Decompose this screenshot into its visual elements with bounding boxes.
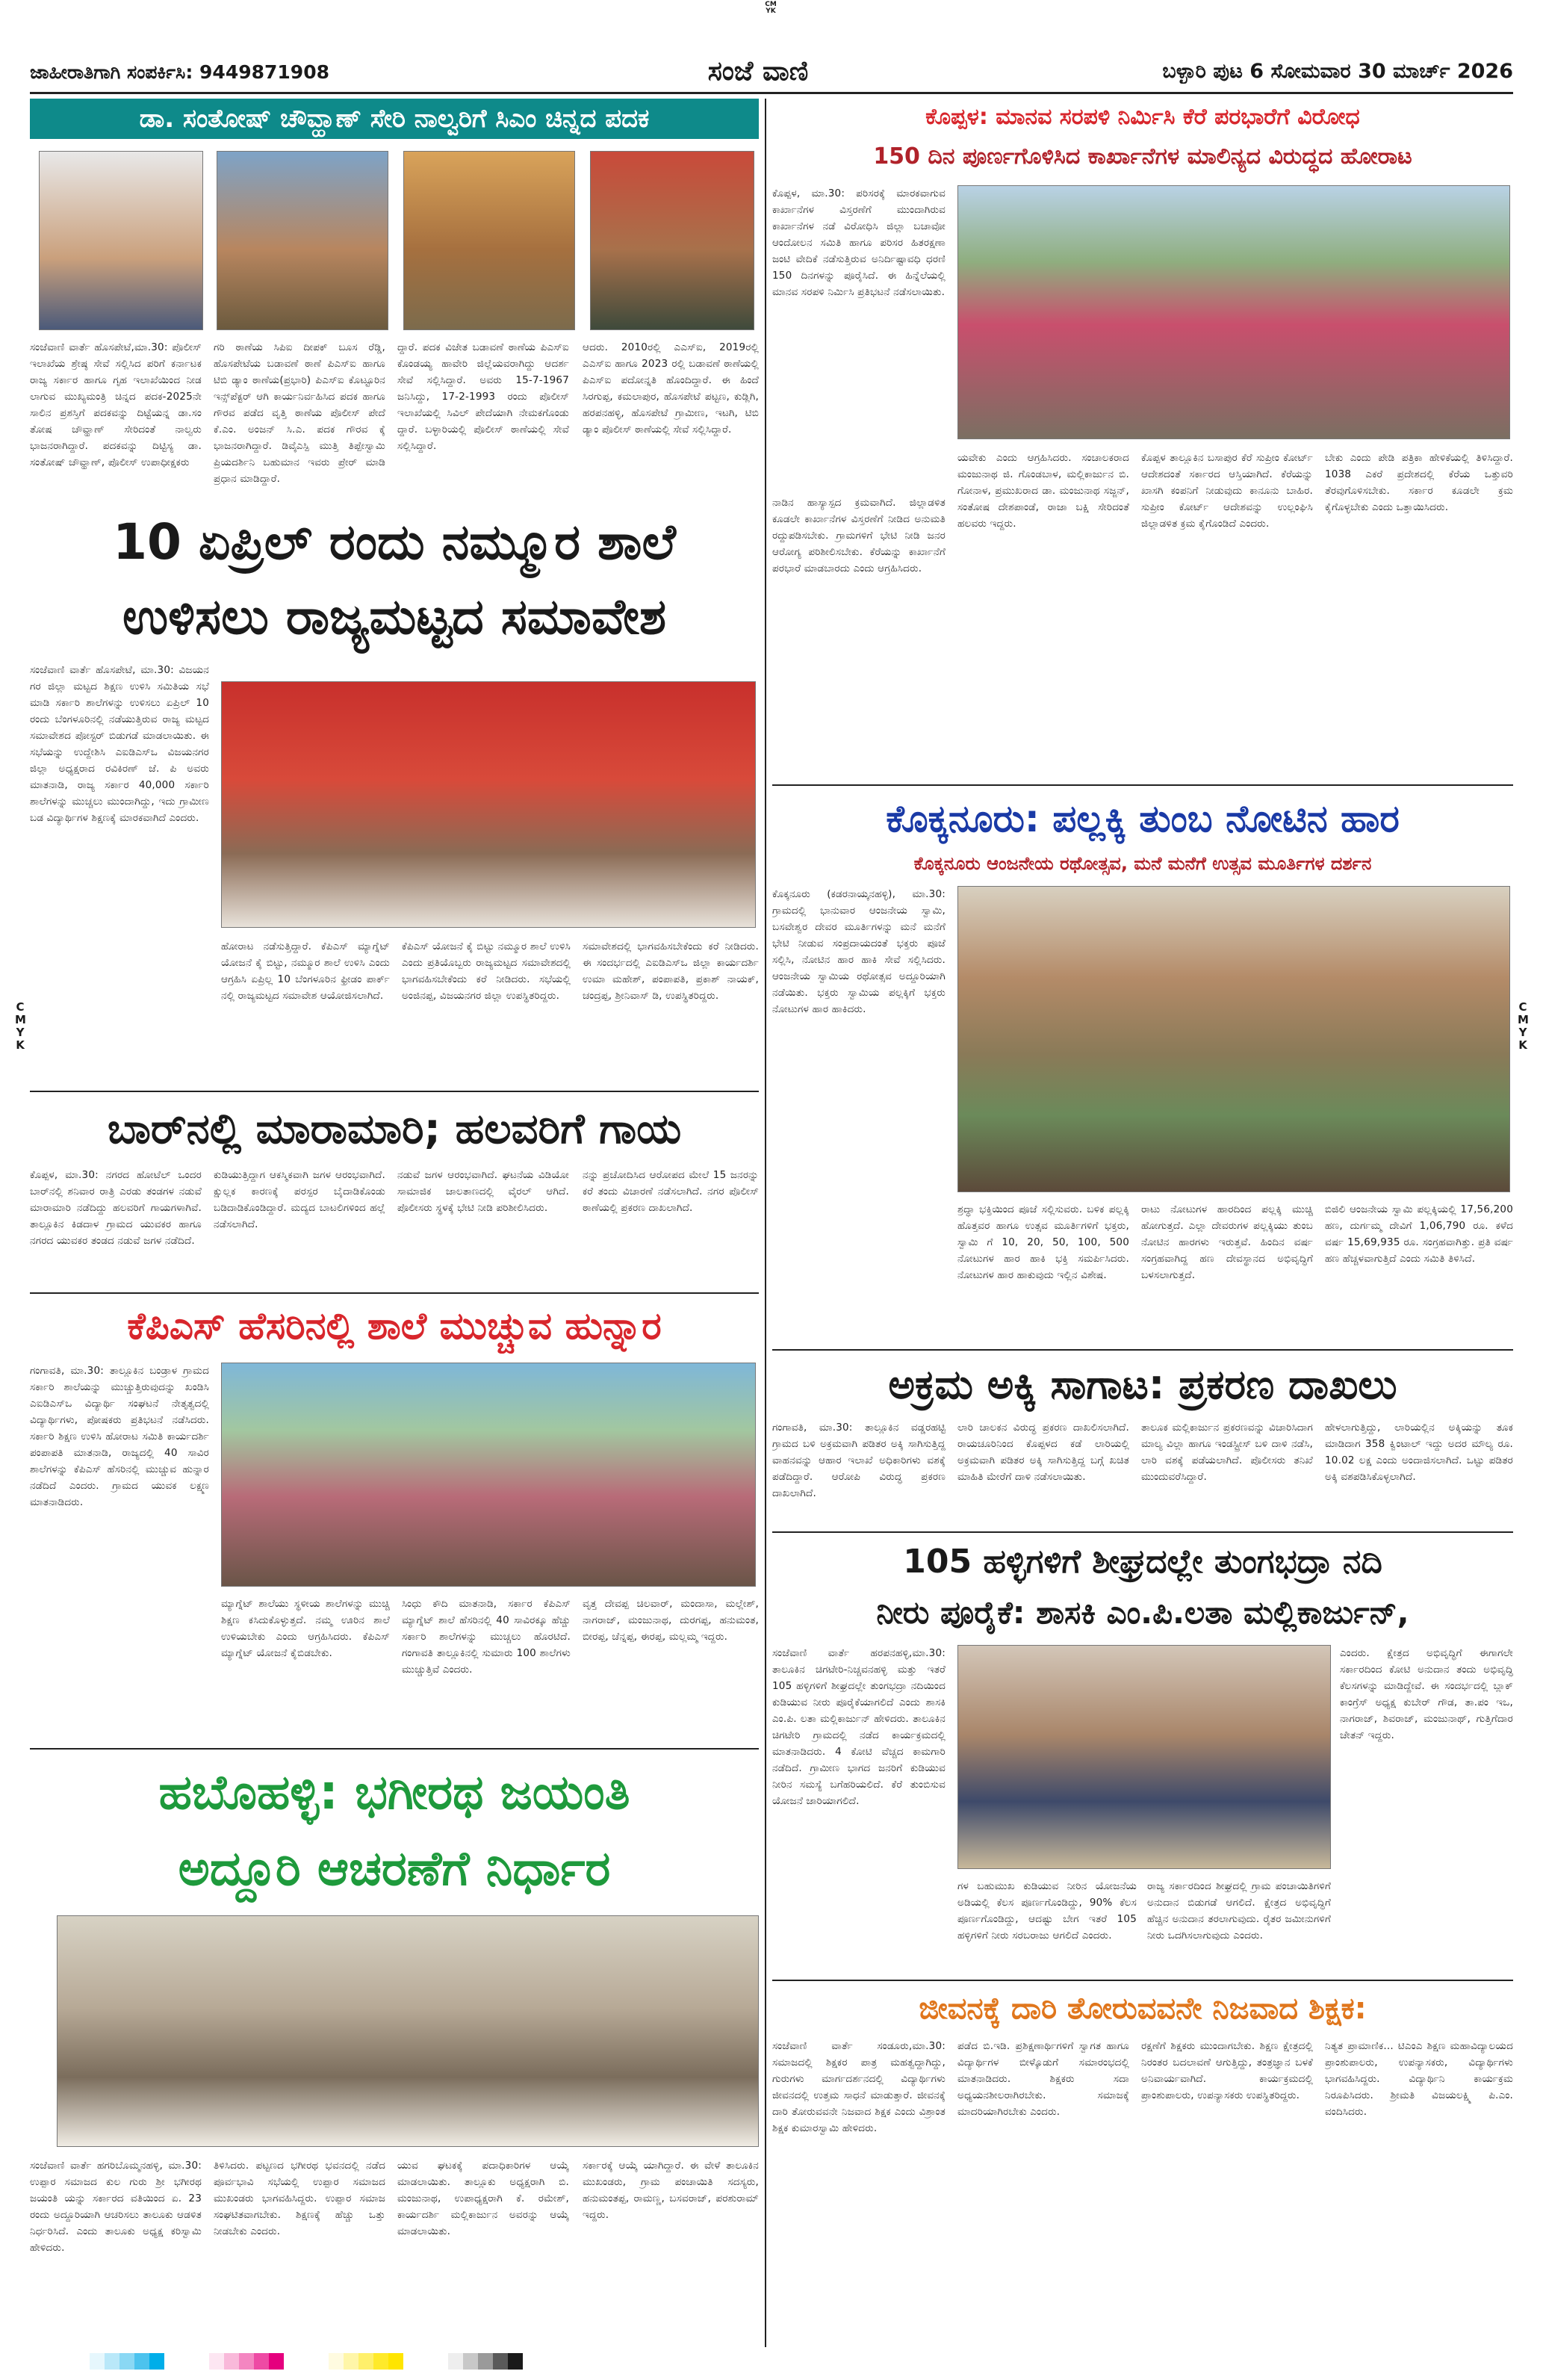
story-text-col2: ಯವೇಕು ಎಂದು ಆಗ್ರಹಿಸಿದರು. ಸಂಚಾಲಕರಾದ ಮಂಜುನಾಥ ಜಿ. ಗೊಂಡಬಾಳ, ಮಲ್ಲಿಕಾರ್ಜುನ ಬಿ. ಗೋನಾಳ, ಪ್ರಮುಖರಾದ ಡಾ. ಮಂಜುನಾಥ ಸಜ್ಜನ್, ಸಂತೋಷ ದೇಶಪಾಂಡೆ, ರಾಜಾ ಬಕ್ಷಿ ಸೇರಿದಂತೆ ಹಲವರು ಇದ್ದರು.: [957, 452, 1129, 530]
color-calibration-bar: [90, 2353, 717, 2371]
mla-speech-photo: [957, 1645, 1331, 1869]
story-text-col3: ಕೆಪಿಎಸ್ ಯೋಜನೆ ಕೈ ಬಿಟ್ಟು ನಮ್ಮೂರ ಶಾಲೆ ಉಳಿಸಿ ಎಂದು ಪ್ರತಿಯೊಬ್ಬರು ರಾಜ್ಯಮಟ್ಟದ ಸಮಾವೇಶದಲ್ಲಿ ಭಾಗವಹಿಸಬೇಕೆಂದು ಕರೆ ನೀಡಿದರು. ಸಭೆಯಲ್ಲಿ ಅಂಜಿನಪ್ಪ, ವಿಜಯನಗರ ಜಿಲ್ಲಾ ಉಪಸ್ಥಿತರಿದ್ದರು.: [402, 940, 571, 1002]
story-text-col4: ಸಮಾವೇಶದಲ್ಲಿ ಭಾಗವಹಿಸಬೇಕೆಂದು ಕರೆ ನೀಡಿದರು. ಈ ಸಂದರ್ಭದಲ್ಲಿ ಎಐಡಿಎಸ್ಒ ಜಿಲ್ಲಾ ಕಾರ್ಯದರ್ಶಿ ಉಮಾ ಮಹೇಶ್, ಪಂಪಾಪತಿ, ಪ್ರಕಾಶ್ ನಾಯಕ್, ಚಂದ್ರಪ್ಪ, ಶ್ರೀನಿವಾಸ್ ಡಿ, ಉಪಸ್ಥಿತರಿದ್ದರು.: [583, 940, 759, 1002]
headline-line2: ನೀರು ಪೂರೈಕೆ: ಶಾಸಕಿ ಎಂ.ಪಿ.ಲತಾ ಮಲ್ಲಿಕಾರ್ಜುನ್,: [876, 1594, 1409, 1631]
headline-line1: 10 ಏಪ್ರಿಲ್ ರಂದು ನಮ್ಮೂರ ಶಾಲೆ: [113, 513, 676, 571]
story-kps-school-closure: [30, 1292, 759, 1770]
meeting-group-photo: [57, 1915, 759, 2147]
story-text-col2: ಮ್ಯಾಗ್ನೆಟ್ ಶಾಲೆಯು ಸ್ಥಳೀಯ ಶಾಲೆಗಳನ್ನು ಮುಚ್ಚಿ ಶಿಕ್ಷಣ ಕಸಿದುಕೊಳ್ಳುತ್ತದೆ. ನಮ್ಮ ಊರಿನ ಶಾಲೆ ಉಳಿಯಬೇಕು ಎಂದು ಆಗ್ರಹಿಸಿದರು. ಕೆಪಿಎಸ್ ಮ್ಯಾಗ್ನೆಟ್ ಯೋಜನೆ ಕೈಬಿಡಬೇಕು.: [221, 1598, 390, 1659]
portrait-photo-2: [217, 151, 388, 330]
story-tungabhadra-water: [772, 1531, 1513, 1980]
story-text-col1: ಕೊಪ್ಪಳ, ಮಾ.30: ನಗರದ ಹೋಟೆಲ್ ಒಂದರ ಬಾರ್‌ನಲ್ಲಿ ಶನಿವಾರ ರಾತ್ರಿ ಎರಡು ತಂಡಗಳ ನಡುವೆ ಮಾರಾಮಾರಿ ನಡೆದಿದ್ದು ಹಲವರಿಗೆ ಗಾಯಗಳಾಗಿವೆ. ತಾಲ್ಲೂಕಿನ ಕಿಡದಾಳ ಗ್ರಾಮದ ಯುವಕರ ಹಾಗೂ ನಗರದ ಯುವಕರ ತಂಡದ ನಡುವೆ ಜಗಳ ನಡೆದಿದೆ.: [30, 1169, 202, 1247]
story-bar-brawl: [30, 1091, 759, 1285]
headline: ಬಾರ್‌ನಲ್ಲಿ ಮಾರಾಮಾರಿ; ಹಲವರಿಗೆ ಗಾಯ: [107, 1105, 682, 1153]
paper-name: ಸಂಜೆ ವಾಣಿ: [707, 55, 809, 87]
story-text-col0: ಸಂಜೆವಾಣಿ ವಾರ್ತೆ ಹರಪನಹಳ್ಳಿ,ಮಾ.30: ತಾಲೂಕಿನ ಚಿಗಟೇರಿ-ನಿಚ್ಚವನಹಳ್ಳಿ ಮತ್ತು ಇತರೆ 105 ಹಳ್ಳಿಗಳಿಗೆ ಶೀಘ್ರದಲ್ಲೇ ತುಂಗಭದ್ರಾ ನದಿಯಿಂದ ಕುಡಿಯುವ ನೀರು ಪೂರೈಕೆಯಾಗಲಿದೆ ಎಂದು ಶಾಸಕಿ ಎಂ.ಪಿ. ಲತಾ ಮಲ್ಲಿಕಾರ್ಜುನ್ ಹೇಳಿದರು. ತಾಲೂಕಿನ ಚಿಗಟೇರಿ ಗ್ರಾಮದಲ್ಲಿ ನಡೆದ ಕಾರ್ಯಕ್ರಮದಲ್ಲಿ ಮಾತನಾಡಿದರು. 4 ಕೋಟಿ ವೆಚ್ಚದ ಕಾಮಗಾರಿ ನಡೆದಿದೆ. ಗ್ರಾಮೀಣ ಭಾಗದ ಜನರಿಗೆ ಕುಡಿಯುವ ನೀರಿನ ಸಮಸ್ಯೆ ಬಗೆಹರಿಯಲಿದೆ. ಕೆರೆ ತುಂಬಿಸುವ ಯೋಜನೆ ಜಾರಿಯಾಗಲಿದೆ.: [772, 1647, 946, 1807]
registration-mark-top: CMYK: [765, 1, 777, 15]
portrait-photo-1: [39, 151, 203, 330]
human-chain-photo: [957, 185, 1510, 439]
story-text-col4: ವೃತ್ತ ದೇವಪ್ಪ ಚಿಲವಾರ್, ಮಂದಾಸಾ, ಮಲ್ಲೇಶ್, ನಾಗರಾಜ್, ಮಂಜುನಾಥ, ದುರಗಪ್ಪ, ಹನುಮಂತ, ಬೀರಪ್ಪ, ಚೆನ್ನಪ್ಪ, ಈರಪ್ಪ, ಮಲ್ಲಮ್ಮ ಇದ್ದರು.: [583, 1598, 759, 1643]
story-text-col3: ಎಂದರು. ಕ್ಷೇತ್ರದ ಅಭಿವೃದ್ಧಿಗೆ ಈಗಾಗಲೇ ಸರ್ಕಾರದಿಂದ ಕೋಟಿ ಅನುದಾನ ತಂದು ಅಭಿವೃದ್ಧಿ ಕೆಲಸಗಳನ್ನು ಮಾಡಿದ್ದೇವೆ. ಈ ಸಂದರ್ಭದಲ್ಲಿ ಬ್ಲಾಕ್ ಕಾಂಗ್ರೆಸ್ ಅಧ್ಯಕ್ಷ ಕುಬೇರ್ ಗೌಡ, ತಾ.ಪಂ ಇಒ, ನಾಗರಾಜ್, ಶಿವರಾಜ್, ಮಂಜುನಾಥ್, ಗುತ್ತಿಗೆದಾರ ಚೇತನ್ ಇದ್ದರು.: [1340, 1647, 1513, 1741]
story-text-col3: ಸಿಂಧು ಕೌದಿ ಮಾತನಾಡಿ, ಸರ್ಕಾರ ಕೆಪಿಎಸ್ ಮ್ಯಾಗ್ನೆಟ್ ಶಾಲೆ ಹೆಸರಿನಲ್ಲಿ 40 ಸಾವಿರಕ್ಕೂ ಹೆಚ್ಚು ಸರ್ಕಾರಿ ಶಾಲೆಗಳನ್ನು ಮುಚ್ಚಲು ಹೊರಟಿದೆ. ಗಂಗಾವತಿ ತಾಲ್ಲೂಕಿನಲ್ಲಿ ಸುಮಾರು 100 ಶಾಲೆಗಳು ಮುಚ್ಚುತ್ತಿವೆ ಎಂದರು.: [402, 1598, 571, 1676]
registration-mark-left: CMYK: [15, 1000, 26, 1052]
story-text-col1: ಸಂಜೆವಾಣಿ ವಾರ್ತೆ ಹಗರಿಬೊಮ್ಮನಹಳ್ಳಿ, ಮಾ.30: ಉಪ್ಪಾರ ಸಮಾಜದ ಕುಲ ಗುರು ಶ್ರೀ ಭಗೀರಥ ಜಯಂತಿ ಯನ್ನು ಸರ್ಕಾರದ ವತಿಯಿಂದ ಏ. 23 ರಂದು ಅದ್ದೂರಿಯಾಗಿ ಆಚರಿಸಲು ತಾಲೂಕು ಆಡಳಿತ ನಿರ್ಧರಿಸಿದೆ. ಎಂದು ತಾಲೂಕು ಅಧ್ಯಕ್ಷ ಕರಿಸ್ವಾಮಿ ಹೇಳಿದರು.: [30, 2160, 202, 2254]
story-text-col2: ಗರಿ ಠಾಣೆಯ ಸಿಪಿಐ ದೀಪಕ್ ಬೂಸ ರೆಡ್ಡಿ, ಹೊಸಪೇಟೆಯ ಬಡಾವಣೆ ಠಾಣೆ ಪಿಎಸ್‌ಐ ಹಾಗೂ ಟಿಬಿ ಡ್ಯಾಂ ಠಾಣೆಯ(ಪ್ರಭಾರಿ) ಪಿಎಸ್‌ಐ ಕೊಟ್ಟೂರಿನ ಇನ್ಸ್‌ಪೆಕ್ಟರ್ ಆಗಿ ಕಾರ್ಯನಿರ್ವಹಿಸಿದ ಪದಕ ಹಾಗೂ ಗೌರವ ಪಡೆದ ವೃತ್ತಿ ಠಾಣೆಯ ಪೊಲೀಸ್ ಪೇದೆ ಕೆ.ಎಂ. ಅಂಜನ್ ಸಿ.ಎ. ಪದಕ ಗೌರವ ಕ್ಕೆ ಭಾಜನರಾಗಿದ್ದಾರೆ. ಡಿವೈಎಸ್ಪಿ ಮುತ್ತಿ ತಿಪ್ಪೇಸ್ವಾಮಿ ಪ್ರಿಯದರ್ಶಿನಿ ಬಹುಮಾನ ಇವರು ಪ್ರೇರ್ ಮಾಡಿ ಪ್ರಧಾನ ಮಾಡಿದ್ದಾರೆ.: [214, 341, 385, 485]
headline-line1: 105 ಹಳ್ಳಿಗಳಿಗೆ ಶೀಘ್ರದಲ್ಲೇ ತುಂಗಭದ್ರಾ ನದಿ: [903, 1543, 1382, 1581]
story-text-col0: ಕೊಕ್ಕನೂರು (ಕಡರನಾಯ್ಕನಹಳ್ಳಿ), ಮಾ.30: ಗ್ರಾಮದಲ್ಲಿ ಭಾನುವಾರ ಆಂಜನೇಯ ಸ್ವಾಮಿ, ಬಸವೇಶ್ವರ ದೇವರ ಮೂರ್ತಿಗಳನ್ನು ಮನೆ ಮನೆಗೆ ಭೇಟಿ ನೀಡುವ ಸಂಪ್ರದಾಯದಂತೆ ಭಕ್ತರು ಪೂಜೆ ಸಲ್ಲಿಸಿ, ನೋಟಿನ ಹಾರ ಹಾಕಿ ಸೇವೆ ಸಲ್ಲಿಸಿದರು. ಆಂಜನೇಯ ಸ್ವಾಮಿಯ ರಥೋತ್ಸವ ಅದ್ದೂರಿಯಾಗಿ ನಡೆಯಿತು. ಭಕ್ತರು ಸ್ವಾಮಿಯ ಪಲ್ಲಕ್ಕಿಗೆ ಭಕ್ತರು ನೋಟುಗಳ ಹಾರ ಹಾಕಿದರು.: [772, 888, 946, 1015]
subhead: ಕೊಕ್ಕನೂರು ಆಂಜನೇಯ ರಥೋತ್ಸವ, ಮನೆ ಮನೆಗೆ ಉತ್ಸವ ಮೂರ್ತಿಗಳ ದರ್ಶನ: [913, 853, 1372, 874]
portrait-photo-4: [590, 151, 754, 330]
story-text-col2: ರಾಜ್ಯ ಸರ್ಕಾರದಿಂದ ಶೀಘ್ರದಲ್ಲಿ ಗ್ರಾಮ ಪಂಚಾಯಿತಿಗಳಿಗೆ ಅನುದಾನ ಬಿಡುಗಡೆ ಆಗಲಿದೆ. ಕ್ಷೇತ್ರದ ಅಭಿವೃದ್ಧಿಗೆ ಹೆಚ್ಚಿನ ಅನುದಾನ ತರಲಾಗುವುದು. ರೈತರ ಜಮೀನುಗಳಿಗೆ ನೀರು ಒದಗಿಸಲಾಗುವುದು ಎಂದರು.: [1147, 1880, 1331, 1942]
story-text-col4: ನನ್ನು ಪ್ರಚೋದಿಸಿದ ಆರೋಪದ ಮೇಲೆ 15 ಜನರನ್ನು ಕರೆ ತಂದು ವಿಚಾರಣೆ ನಡೆಸಲಾಗಿದೆ. ನಗರ ಪೊಲೀಸ್ ಠಾಣೆಯಲ್ಲಿ ಪ್ರಕರಣ ದಾಖಲಾಗಿದೆ.: [583, 1169, 759, 1214]
story-text-col0: ಗಂಗಾವತಿ, ಮಾ.30: ತಾಲ್ಲೂಕಿನ ವಡ್ಡರಹಟ್ಟಿ ಗ್ರಾಮದ ಬಳಿ ಅಕ್ರಮವಾಗಿ ಪಡಿತರ ಅಕ್ಕಿ ಸಾಗಿಸುತ್ತಿದ್ದ ವಾಹನವನ್ನು ಆಹಾರ ಇಲಾಖೆ ಅಧಿಕಾರಿಗಳು ವಶಕ್ಕೆ ಪಡೆದಿದ್ದಾರೆ. ಆರೋಪಿ ವಿರುದ್ಧ ಪ್ರಕರಣ ದಾಖಲಾಗಿದೆ.: [772, 1422, 946, 1499]
story-kokkanur-note-garland: [772, 784, 1513, 1345]
aidso-poster-photo: [221, 681, 756, 928]
story-text-col2: ರಕ್ಷಣೆಗೆ ಶಿಕ್ಷಕರು ಮುಂದಾಗಬೇಕು. ಶಿಕ್ಷಣ ಕ್ಷೇತ್ರದಲ್ಲಿ ನಿರಂತರ ಬದಲಾವಣೆ ಆಗುತ್ತಿದ್ದು, ತಂತ್ರಜ್ಞಾನ ಬಳಕೆ ಅನಿವಾರ್ಯವಾಗಿದೆ. ಕಾರ್ಯಕ್ರಮದಲ್ಲಿ ಪ್ರಾಂಶುಪಾಲರು, ಉಪನ್ಯಾಸಕರು ಉಪಸ್ಥಿತರಿದ್ದರು.: [1141, 2040, 1313, 2101]
story-text-col3: ನಡುವೆ ಜಗಳ ಆರಂಭವಾಗಿದೆ. ಘಟನೆಯ ವಿಡಿಯೋ ಸಾಮಾಜಿಕ ಜಾಲತಾಣದಲ್ಲಿ ವೈರಲ್ ಆಗಿದೆ. ಪೊಲೀಸರು ಸ್ಥಳಕ್ಕೆ ಭೇಟಿ ನೀಡಿ ಪರಿಶೀಲಿಸಿದರು.: [397, 1169, 569, 1214]
story-text-col3: ಯುವ ಘಟಕಕ್ಕೆ ಪದಾಧಿಕಾರಿಗಳ ಆಯ್ಕೆ ಮಾಡಲಾಯಿತು. ತಾಲ್ಲೂಕು ಅಧ್ಯಕ್ಷರಾಗಿ ಬಿ. ಮಂಜುನಾಥ, ಉಪಾಧ್ಯಕ್ಷರಾಗಿ ಕೆ. ರಮೇಶ್, ಕಾರ್ಯದರ್ಶಿ ಮಲ್ಲಿಕಾರ್ಜುನ ಅವರನ್ನು ಆಯ್ಕೆ ಮಾಡಲಾಯಿತು.: [397, 2160, 569, 2237]
story-illegal-rice: [772, 1349, 1513, 1527]
headline: ಡಾ. ಸಂತೋಷ್ ಚೌವ್ಹಾಣ್ ಸೇರಿ ನಾಲ್ವರಿಗೆ ಸಿಎಂ ಚಿನ್ನದ ಪದಕ: [30, 99, 759, 139]
story-text-col3: ಬಿಜಿಲಿ ಆಂಜನೇಯ ಸ್ವಾಮಿ ಪಲ್ಲಕ್ಕಿಯಲ್ಲಿ 17,56,200 ಹಣ, ದುರ್ಗಮ್ಮ ದೇವಿಗೆ 1,06,790 ರೂ. ಕಳೆದ ವರ್ಷ 15,69,935 ರೂ. ಸಂಗ್ರಹವಾಗಿತ್ತು. ಪ್ರತಿ ವರ್ಷ ಹಣ ಹೆಚ್ಚಳವಾಗುತ್ತಿದೆ ಎಂದು ಸಮಿತಿ ತಿಳಿಸಿದೆ.: [1325, 1203, 1513, 1265]
story-text-col2: ಹೋರಾಟ ನಡೆಸುತ್ತಿದ್ದಾರೆ. ಕೆಪಿಎಸ್ ಮ್ಯಾಗ್ನೆಟ್ ಯೋಜನೆ ಕೈ ಬಿಟ್ಟು, ನಮ್ಮೂರ ಶಾಲೆ ಉಳಿಸಿ ಎಂದು ಆಗ್ರಹಿಸಿ ಏಪ್ರಿಲ್ಲ 10 ಬೆಂಗಳೂರಿನ ಫ್ರೀಡಂ ಪಾರ್ಕ್ ನಲ್ಲಿ ರಾಜ್ಯಮಟ್ಟದ ಸಮಾವೇಶ ಆಯೋಜಿಸಲಾಗಿದೆ.: [221, 940, 390, 1002]
headline-line2: 150 ದಿನ ಪೂರ್ಣಗೊಳಿಸಿದ ಕಾರ್ಖಾನೆಗಳ ಮಾಲಿನ್ಯದ ವಿರುದ್ಧದ ಹೋರಾಟ: [873, 143, 1412, 170]
headline-line1: ಹಬೊಹಳ್ಳಿ: ಭಗೀರಥ ಜಯಂತಿ: [158, 1765, 630, 1820]
story-text-col2: ತಾಲೂಕ ಮಲ್ಲಿಕಾರ್ಜುನ ಪ್ರಕರಣವನ್ನು ವಿಚಾರಿಸಿದಾಗ ಮಾಲ್ಯ ವಿಲ್ಲಾ ಹಾಗೂ ಇಂಡಸ್ಟ್ರೀಸ್ ಬಳಿ ದಾಳಿ ನಡೆಸಿ, ಲಾರಿ ವಶಕ್ಕೆ ಪಡೆಯಲಾಗಿದೆ. ಪೊಲೀಸರು ತನಿಖೆ ಮುಂದುವರೆಸಿದ್ದಾರೆ.: [1141, 1422, 1313, 1483]
headline-line2: ಅದ್ದೂರಿ ಆಚರಣೆಗೆ ನಿರ್ಧಾರ: [178, 1841, 611, 1897]
headline: ಅಕ್ರಮ ಅಕ್ಕಿ ಸಾಗಾಟ: ಪ್ರಕರಣ ದಾಖಲು: [888, 1361, 1397, 1408]
story-save-schools: [30, 505, 759, 1118]
story-text-col3: ನಿತ್ಯತ ಪ್ರಾಮಾಣಿಕ... ಟಿಎಂಎ ಶಿಕ್ಷಣ ಮಹಾವಿದ್ಯಾಲಯದ ಪ್ರಾಂಶುಪಾಲರು, ಉಪನ್ಯಾಸಕರು, ವಿದ್ಯಾರ್ಥಿಗಳು ಭಾಗವಹಿಸಿದ್ದರು. ವಿದ್ಯಾರ್ಥಿನಿ ಕಾರ್ಯಕ್ರಮ ನಿರೂಪಿಸಿದರು. ಶ್ರೀಮತಿ ವಿಜಯಲಕ್ಷ್ಮಿ ಪಿ.ಎಂ. ವಂದಿಸಿದರು.: [1325, 2040, 1513, 2118]
story-text-col2: ತಿಳಿಸಿದರು. ಪಟ್ಟಣದ ಭಗೀರಥ ಭವನದಲ್ಲಿ ನಡೆದ ಪೂರ್ವಭಾವಿ ಸಭೆಯಲ್ಲಿ ಉಪ್ಪಾರ ಸಮಾಜದ ಮುಖಂಡರು ಭಾಗವಹಿಸಿದ್ದರು. ಉಪ್ಪಾರ ಸಮಾಜ ಸಂಘಟಿತವಾಗಬೇಕು. ಶಿಕ್ಷಣಕ್ಕೆ ಹೆಚ್ಚು ಒತ್ತು ನೀಡಬೇಕು ಎಂದರು.: [214, 2160, 385, 2237]
headline: ಜೀವನಕ್ಕೆ ದಾರಿ ತೋರುವವನೇ ನಿಜವಾದ ಶಿಕ್ಷಕ:: [919, 1992, 1367, 2026]
story-text-col3: ದ್ದಾರೆ. ಪದಕ ವಿಜೇತ ಬಡಾವಣೆ ಠಾಣೆಯ ಪಿಎಸ್‌ಐ ಕೊಂಡಯ್ಯ ಹಾವೇರಿ ಜಿಲ್ಲೆಯವರಾಗಿದ್ದು ಆದರ್ಶ ಸೇವೆ ಸಲ್ಲಿಸಿದ್ದಾರೆ. ಅವರು 15-7-1967 ಜನಿಸಿದ್ದು, 17-2-1993 ರಂದು ಪೊಲೀಸ್ ಇಲಾಖೆಯಲ್ಲಿ ಸಿವಿಲ್ ಪೇದೆಯಾಗಿ ನೇಮಕಗೊಂಡು ದ್ದಾರೆ. ಬಳ್ಳಾರಿಯಲ್ಲಿ ಪೊಲೀಸ್ ಠಾಣೆಯಲ್ಲಿ ಸೇವೆ ಸಲ್ಲಿಸಿದ್ದಾರೆ.: [397, 341, 569, 452]
story-text-col1: ಗಳ ಬಹುಮುಖ ಕುಡಿಯುವ ನೀರಿನ ಯೋಜನೆಯ ಅಡಿಯಲ್ಲಿ ಕೆಲಸ ಪೂರ್ಣಗೊಂಡಿದ್ದು, 90% ಕೆಲಸ ಪೂರ್ಣಗೊಂಡಿದ್ದು, ಆದಷ್ಟು ಬೇಗ ಇತರೆ 105 ಹಳ್ಳಿಗಳಿಗೆ ನೀರು ಸರಬರಾಜು ಆಗಲಿದೆ ಎಂದರು.: [957, 1880, 1137, 1942]
story-bhagiratha-jayanti: [30, 1748, 759, 2338]
protest-photo: [221, 1363, 756, 1587]
story-text-col2: ರಾಟು ನೋಟುಗಳ ಹಾರದಿಂದ ಪಲ್ಲಕ್ಕಿ ಮುಚ್ಚಿ ಹೋಗುತ್ತದೆ. ಎಲ್ಲಾ ದೇವರುಗಳ ಪಲ್ಲಕ್ಕಿಯು ತುಂಬ ನೋಟಿನ ಹಾರಗಳು ಇರುತ್ತವೆ. ಹಿಂದಿನ ವರ್ಷ ಸಂಗ್ರಹವಾಗಿದ್ದ ಹಣ ದೇವಸ್ಥಾನದ ಅಭಿವೃದ್ಧಿಗೆ ಬಳಸಲಾಗುತ್ತದೆ.: [1141, 1203, 1313, 1281]
story-text-col3: ಕೊಪ್ಪಳ ತಾಲ್ಲೂಕಿನ ಬಸಾಪುರ ಕೆರೆ ಸುಪ್ರೀಂ ಕೋರ್ಟ್ ಆದೇಶದಂತೆ ಸರ್ಕಾರದ ಆಸ್ತಿಯಾಗಿದೆ. ಕೆರೆಯನ್ನು ಖಾಸಗಿ ಕಂಪನಿಗೆ ನೀಡುವುದು ಕಾನೂನು ಬಾಹಿರ. ಸುಪ್ರೀಂ ಕೋರ್ಟ್ ಆದೇಶವನ್ನು ಉಲ್ಲಂಘಿಸಿ ಜಿಲ್ಲಾಡಳಿತ ಕ್ರಮ ಕೈಗೊಂಡಿದೆ ಎಂದರು.: [1141, 452, 1313, 530]
masthead: [30, 55, 1513, 94]
story-text-col2: ಕುಡಿಯುತ್ತಿದ್ದಾಗ ಆಕಸ್ಮಿಕವಾಗಿ ಜಗಳ ಆರಂಭವಾಗಿದೆ. ಕ್ಷುಲ್ಲಕ ಕಾರಣಕ್ಕೆ ಪರಸ್ಪರ ಬೈದಾಡಿಕೊಂಡು ಬಡಿದಾಡಿಕೊಂಡಿದ್ದಾರೆ. ಮದ್ಯದ ಬಾಟಲಿಗಳಿಂದ ಹಲ್ಲೆ ನಡೆಸಲಾಗಿದೆ.: [214, 1169, 385, 1230]
story-text-col1: ಸಂಜೆವಾಣಿ ವಾರ್ತೆ ಹೊಸಪೇಟೆ,ಮಾ.30: ಪೊಲೀಸ್ ಇಲಾಖೆಯ ಶ್ರೇಷ್ಠ ಸೇವೆ ಸಲ್ಲಿಸಿದ ಪರಿಗೆ ಕರ್ನಾಟಕ ರಾಜ್ಯ ಸರ್ಕಾರ ಹಾಗೂ ಗೃಹ ಇಲಾಖೆಯಿಂದ ನೀಡ ಲಾಗುವ ಮುಖ್ಯಮಂತ್ರಿ ಚಿನ್ನದ ಪದಕ-2025ನೇ ಸಾಲಿನ ಪ್ರಶಸ್ತಿಗೆ ಪದಕವನ್ನು ದಿಟ್ಟೆಯನ್ನ ಡಾ.ಸಂ ತೋಷ ಚೌವ್ಹಾಣ್ ಸೇರಿದಂತೆ ನಾಲ್ವರು ಭಾಜನರಾಗಿದ್ದಾರೆ. ಪದಕವನ್ನು ದಿಟ್ಟಿಸ್ಯ ಡಾ. ಸಂತೋಷ್ ಚೌವ್ಹಾಣ್, ಪೊಲೀಸ್ ಉಪಾಧೀಕ್ಷಕರು: [30, 341, 202, 468]
registration-mark-right: CMYK: [1518, 1000, 1529, 1052]
story-text-col1: ನಾಡಿನ ಹಾಸ್ಯಾಸ್ಪದ ಕ್ರಮವಾಗಿದೆ. ಜಿಲ್ಲಾಡಳಿತ ಕೂಡಲೇ ಕಾರ್ಖಾನೆಗಳ ವಿಸ್ತರಣೆಗೆ ನೀಡಿದ ಅನುಮತಿ ರದ್ದುಪಡಿಸಬೇಕು. ಗ್ರಾಮಗಳಿಗೆ ಭೇಟಿ ನೀಡಿ ಜನರ ಆರೋಗ್ಯ ಪರಿಶೀಲಿಸಬೇಕು. ಕೆರೆಯನ್ನು ಕಾರ್ಖಾನೆಗೆ ಪರಭಾರೆ ಮಾಡಬಾರದು ಎಂದು ಆಗ್ರಹಿಸಿದರು.: [772, 497, 946, 574]
story-text-col0: ಸಂಜೆವಾಣಿ ವಾರ್ತೆ ಸಂಡೂರು,ಮಾ.30: ಸಮಾಜದಲ್ಲಿ ಶಿಕ್ಷಕರ ಪಾತ್ರ ಮಹತ್ವದ್ದಾಗಿದ್ದು, ಗುರುಗಳು ಮಾರ್ಗದರ್ಶನದಲ್ಲಿ ವಿದ್ಯಾರ್ಥಿಗಳು ಜೀವನದಲ್ಲಿ ಉತ್ತಮ ಸಾಧನೆ ಮಾಡುತ್ತಾರೆ. ಜೀವನಕ್ಕೆ ದಾರಿ ತೋರುವವನೇ ನಿಜವಾದ ಶಿಕ್ಷಕ ಎಂದು ವಿಶ್ರಾಂತ ಶಿಕ್ಷಕ ಕುಮಾರಸ್ವಾಮಿ ಹೇಳಿದರು.: [772, 2040, 946, 2134]
story-true-teacher: [772, 1980, 1513, 2338]
story-text-col4: ಆದರು. 2010ರಲ್ಲಿ ಎಎಸ್ಐ, 2019ರಲ್ಲಿ ಎಎಸ್ಐ ಹಾಗೂ 2023 ರಲ್ಲಿ ಬಡಾವಣೆ ಠಾಣೆಯಲ್ಲಿ ಪಿಎಸ್‌ಐ ಪದೋನ್ನತಿ ಹೊಂದಿದ್ದಾರೆ. ಈ ಹಿಂದೆ ಸಿರಗುಪ್ಪ, ಕಮಲಾಪುರ, ಹೊಸಪೇಟೆ ಪಟ್ಟಣ, ಕುಡ್ಲಿಗಿ, ಹರಪನಹಳ್ಳಿ, ಹೊಸಪೇಟೆ ಗ್ರಾಮೀಣ, ಇಟಗಿ, ಟಿಬಿ ಡ್ಯಾಂ ಪೊಲೀಸ್ ಠಾಣೆಯಲ್ಲಿ ಸೇವೆ ಸಲ್ಲಿಸಿದ್ದಾರೆ.: [583, 341, 759, 436]
ad-contact: ಜಾಹೀರಾತಿಗಾಗಿ ಸಂಪರ್ಕಿಸಿ: 9449871908: [30, 61, 329, 83]
headline: ಕೊಕ್ಕನೂರು: ಪಲ್ಲಕ್ಕಿ ತುಂಬ ನೋಟಿನ ಹಾರ: [886, 797, 1400, 840]
portrait-photo-3: [403, 151, 575, 330]
story-text-col4: ಬೇಕು ಎಂದು ಪೇಡಿ ಪತ್ರಿಕಾ ಹೇಳಿಕೆಯಲ್ಲಿ ತಿಳಿಸಿದ್ದಾರೆ. 1038 ಎಕರೆ ಪ್ರದೇಶದಲ್ಲಿ ಕೆರೆಯ ಒತ್ತುವರಿ ತೆರವುಗೊಳಿಸಬೇಕು. ಸರ್ಕಾರ ಕೂಡಲೇ ಕ್ರಮ ಕೈಗೊಳ್ಳಬೇಕು ಎಂದು ಒತ್ತಾಯಿಸಿದರು.: [1325, 452, 1513, 513]
paper-logo: [642, 55, 874, 93]
note-garland-palanquin-photo: [957, 886, 1510, 1192]
story-text-col4: ಸರ್ಕಾರಕ್ಕೆ ಆಯ್ಕೆ ಯಾಗಿದ್ದಾರೆ. ಈ ವೇಳೆ ತಾಲೂಕಿನ ಮುಖಂಡರು, ಗ್ರಾಮ ಪಂಚಾಯಿತಿ ಸದಸ್ಯರು, ಹನುಮಂತಪ್ಪ, ರಾಮಣ್ಣ, ಬಸವರಾಜ್, ಪರಶುರಾಮ್ ಇದ್ದರು.: [583, 2160, 759, 2221]
story-koppal-human-chain: [772, 99, 1513, 778]
headline-line1: ಕೊಪ್ಪಳ: ಮಾನವ ಸರಪಳಿ ನಿರ್ಮಿಸಿ ಕೆರೆ ಪರಭಾರೆಗೆ ವಿರೋಧ: [925, 104, 1360, 130]
story-text-col3: ಹೇಳಲಾಗುತ್ತಿದ್ದು, ಲಾರಿಯಲ್ಲಿನ ಅಕ್ಕಿಯನ್ನು ತೂಕ ಮಾಡಿದಾಗ 358 ಕ್ವಿಂಟಾಲ್ ಇದ್ದು ಅದರ ಮೌಲ್ಯ ರೂ. 10.02 ಲಕ್ಷ ಎಂದು ಅಂದಾಜಿಸಲಾಗಿದೆ. ಒಟ್ಟು ಪಡಿತರ ಅಕ್ಕಿ ವಶಪಡಿಸಿಕೊಳ್ಳಲಾಗಿದೆ.: [1325, 1422, 1513, 1483]
story-text-col0: ಕೊಪ್ಪಳ, ಮಾ.30: ಪರಿಸರಕ್ಕೆ ಮಾರಕವಾಗುವ ಕಾರ್ಖಾನೆಗಳ ವಿಸ್ತರಣೆಗೆ ಮುಂದಾಗಿರುವ ಕಾರ್ಖಾನೆಗಳ ನಡೆ ವಿರೋಧಿಸಿ ಜಿಲ್ಲಾ ಬಚಾವೋ ಆಂದೋಲನ ಸಮಿತಿ ಹಾಗೂ ಪರಿಸರ ಹಿತರಕ್ಷಣಾ ಜಂಟಿ ವೇದಿಕೆ ನಡೆಸುತ್ತಿರುವ ಅನಿರ್ದಿಷ್ಟಾವಧಿ ಧರಣಿ 150 ದಿನಗಳನ್ನು ಪೂರೈಸಿದೆ. ಈ ಹಿನ್ನೆಲೆಯಲ್ಲಿ ಮಾನವ ಸರಪಳಿ ನಿರ್ಮಿಸಿ ಪ್ರತಿಭಟನೆ ನಡೆಸಲಾಯಿತು.: [772, 188, 946, 298]
story-text-col1: ಗಂಗಾವತಿ, ಮಾ.30: ತಾಲ್ಲೂಕಿನ ಬಂಡ್ರಾಳ ಗ್ರಾಮದ ಸರ್ಕಾರಿ ಶಾಲೆಯನ್ನು ಮುಚ್ಚುತ್ತಿರುವುದನ್ನು ಖಂಡಿಸಿ ಎಐಡಿಎಸ್ಒ ವಿದ್ಯಾರ್ಥಿ ಸಂಘಟನೆ ನೇತೃತ್ವದಲ್ಲಿ ವಿದ್ಯಾರ್ಥಿಗಳು, ಪೋಷಕರು ಪ್ರತಿಭಟನೆ ನಡೆಸಿದರು. ಸರ್ಕಾರಿ ಶಿಕ್ಷಣ ಉಳಿಸಿ ಹೋರಾಟ ಸಮಿತಿ ಕಾರ್ಯದರ್ಶಿ ಪಂಪಾಪತಿ ಮಾತನಾಡಿ, ರಾಜ್ಯದಲ್ಲಿ 40 ಸಾವಿರ ಶಾಲೆಗಳನ್ನು ಕೆಪಿಎಸ್ ಹೆಸರಿನಲ್ಲಿ ಮುಚ್ಚುವ ಹುನ್ನಾರ ನಡೆದಿದೆ ಎಂದರು. ಗ್ರಾಮದ ಯುವಕ ಲಕ್ಷ್ಮಣ ಮಾತನಾಡಿದರು.: [30, 1365, 209, 1508]
story-text-col1: ಪಡೆದ ಬಿ.ಇಡಿ. ಪ್ರಶಿಕ್ಷಣಾರ್ಥಿಗಳಿಗೆ ಸ್ವಾಗತ ಹಾಗೂ ವಿದ್ಯಾರ್ಥಿಗಳ ಬೀಳ್ಕೊಡುಗೆ ಸಮಾರಂಭದಲ್ಲಿ ಮಾತನಾಡಿದರು. ಶಿಕ್ಷಕರು ಸದಾ ಅಧ್ಯಯನಶೀಲರಾಗಿರಬೇಕು. ಸಮಾಜಕ್ಕೆ ಮಾದರಿಯಾಗಿರಬೇಕು ಎಂದರು.: [957, 2040, 1129, 2118]
headline-line2: ಉಳಿಸಲು ರಾಜ್ಯಮಟ್ಟದ ಸಮಾವೇಶ: [122, 588, 667, 645]
story-text-col1: ಲಾರಿ ಚಾಲಕನ ವಿರುದ್ಧ ಪ್ರಕರಣ ದಾಖಲಿಸಲಾಗಿದೆ. ರಾಯಚೂರಿನಿಂದ ಕೊಪ್ಪಳದ ಕಡೆ ಲಾರಿಯಲ್ಲಿ ಅಕ್ರಮವಾಗಿ ಪಡಿತರ ಅಕ್ಕಿ ಸಾಗಿಸುತ್ತಿದ್ದ ಬಗ್ಗೆ ಖಚಿತ ಮಾಹಿತಿ ಮೇರೆಗೆ ದಾಳಿ ನಡೆಸಲಾಯಿತು.: [957, 1422, 1129, 1483]
story-text-col1: ಶ್ರದ್ಧಾ ಭಕ್ತಿಯಿಂದ ಪೂಜೆ ಸಲ್ಲಿಸುವರು. ಬಳಿಕ ಪಲ್ಲಕ್ಕಿ ಹೊತ್ತವರ ಹಾಗೂ ಉತ್ಸವ ಮೂರ್ತಿಗಳಿಗೆ ಭಕ್ತರು, ಸ್ವಾಮಿ ಗೆ 10, 20, 50, 100, 500 ನೋಟುಗಳ ಹಾರ ಹಾಕಿ ಭಕ್ತಿ ಸಮರ್ಪಿಸಿದರು. ನೋಟುಗಳ ಹಾರ ಹಾಕುವುದು ಇಲ್ಲಿನ ವಿಶೇಷ.: [957, 1203, 1129, 1281]
headline: ಕೆಪಿಎಸ್ ಹೆಸರಿನಲ್ಲಿ ಶಾಲೆ ಮುಚ್ಚುವ ಹುನ್ನಾರ: [127, 1304, 662, 1348]
dateline: ಬಳ್ಳಾರಿ ಪುಟ 6 ಸೋಮವಾರ 30 ಮಾರ್ಚ್ 2026: [1162, 60, 1513, 83]
story-text-col1: ಸಂಜೆವಾಣಿ ವಾರ್ತೆ ಹೊಸಪೇಟೆ, ಮಾ.30: ವಿಜಯನ ಗರ ಜಿಲ್ಲಾ ಮಟ್ಟದ ಶಿಕ್ಷಣ ಉಳಿಸಿ ಸಮಿತಿಯ ಸಭೆ ಮಾಡಿ ಸರ್ಕಾರಿ ಶಾಲೆಗಳನ್ನು ಉಳಿಸಲು ಏಪ್ರಿಲ್ 10 ರಂದು ಬೆಂಗಳೂರಿನಲ್ಲಿ ನಡೆಯುತ್ತಿರುವ ರಾಜ್ಯ ಮಟ್ಟದ ಸಮಾವೇಶದ ಪೋಸ್ಟರ್ ಬಿಡುಗಡೆ ಮಾಡಲಾಯಿತು. ಈ ಸಭೆಯನ್ನು ಉದ್ದೇಶಿಸಿ ಎಐಡಿಎಸ್ಒ ವಿಜಯನಗರ ಜಿಲ್ಲಾ ಅಧ್ಯಕ್ಷರಾದ ರವಿಕಿರಣ್ ಜೆ. ಪಿ ಅವರು ಮಾತನಾಡಿ, ರಾಜ್ಯ ಸರ್ಕಾರ 40,000 ಸರ್ಕಾರಿ ಶಾಲೆಗಳನ್ನು ಮುಚ್ಚಲು ಮುಂದಾಗಿದ್ದು, ಇದು ಗ್ರಾಮೀಣ ಬಡ ವಿದ್ಯಾರ್ಥಿಗಳ ಶಿಕ್ಷಣಕ್ಕೆ ಮಾರಕವಾಗಿದೆ ಎಂದರು.: [30, 664, 209, 824]
